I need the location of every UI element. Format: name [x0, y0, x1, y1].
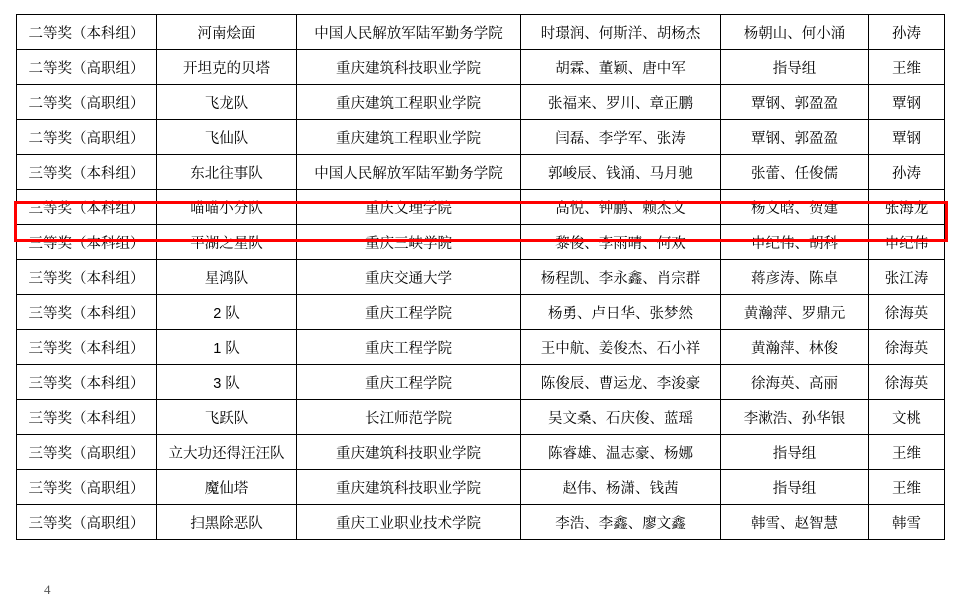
- table-cell-award: 二等奖（高职组）: [17, 50, 157, 85]
- table-row: [17, 190, 945, 225]
- table-row: [17, 50, 945, 85]
- table-cell-unit: 重庆交通大学: [297, 260, 521, 295]
- table-cell-team: 2 队: [157, 295, 297, 330]
- table-cell-award: 三等奖（本科组）: [17, 400, 157, 435]
- table-cell-award: 三等奖（高职组）: [17, 470, 157, 505]
- table-cell-advisors: 黄瀚萍、林俊: [721, 330, 869, 365]
- table-cell-advisors: 覃钢、郭盈盈: [721, 120, 869, 155]
- table-cell-leader: 韩雪: [869, 505, 945, 540]
- table-cell-members: 赵伟、杨潇、钱茜: [521, 470, 721, 505]
- table-cell-team: 飞跃队: [157, 400, 297, 435]
- table-cell-team: 喵喵小分队: [157, 190, 297, 225]
- table-cell-unit: 重庆工程学院: [297, 365, 521, 400]
- table-cell-members: 李浩、李鑫、廖文鑫: [521, 505, 721, 540]
- table-row: [17, 470, 945, 505]
- table-cell-team: 开坦克的贝塔: [157, 50, 297, 85]
- table-cell-award: 三等奖（高职组）: [17, 435, 157, 470]
- table-cell-unit: 重庆建筑科技职业学院: [297, 435, 521, 470]
- table-cell-team: 平湖之星队: [157, 225, 297, 260]
- table-cell-leader: 覃钢: [869, 120, 945, 155]
- table-cell-unit: 中国人民解放军陆军勤务学院: [297, 15, 521, 50]
- table-cell-advisors: 杨朝山、何小涌: [721, 15, 869, 50]
- table-cell-team: 魔仙塔: [157, 470, 297, 505]
- table-row: [17, 400, 945, 435]
- table-cell-members: 陈俊辰、曹运龙、李浚豪: [521, 365, 721, 400]
- table-cell-award: 二等奖（高职组）: [17, 120, 157, 155]
- table-cell-advisors: 申纪伟、胡科: [721, 225, 869, 260]
- table-cell-leader: 徐海英: [869, 330, 945, 365]
- table-row: [17, 505, 945, 540]
- table-cell-members: 张福来、罗川、章正鹏: [521, 85, 721, 120]
- table-cell-leader: 王维: [869, 435, 945, 470]
- table-cell-award: 三等奖（本科组）: [17, 365, 157, 400]
- table-cell-advisors: 指导组: [721, 50, 869, 85]
- table-cell-advisors: 蒋彦涛、陈卓: [721, 260, 869, 295]
- table-cell-leader: 徐海英: [869, 365, 945, 400]
- table-cell-award: 二等奖（高职组）: [17, 85, 157, 120]
- table-cell-unit: 中国人民解放军陆军勤务学院: [297, 155, 521, 190]
- table-cell-award: 二等奖（本科组）: [17, 15, 157, 50]
- table-row: [17, 15, 945, 50]
- table-row: [17, 155, 945, 190]
- table-cell-leader: 申纪伟: [869, 225, 945, 260]
- table-cell-members: 黎俊、李雨晴、何欢: [521, 225, 721, 260]
- table-cell-team: 扫黑除恶队: [157, 505, 297, 540]
- table-cell-leader: 孙涛: [869, 155, 945, 190]
- table-cell-advisors: 徐海英、高丽: [721, 365, 869, 400]
- table-cell-award: 三等奖（本科组）: [17, 190, 157, 225]
- table-cell-unit: 重庆建筑工程职业学院: [297, 120, 521, 155]
- table-row: [17, 365, 945, 400]
- table-row: [17, 120, 945, 155]
- table-cell-unit: 重庆工程学院: [297, 330, 521, 365]
- page-number: 4: [44, 582, 51, 597]
- table-cell-award: 三等奖（本科组）: [17, 295, 157, 330]
- table-cell-members: 胡霖、董颖、唐中军: [521, 50, 721, 85]
- table-cell-members: 高悦、钟鹏、赖杰文: [521, 190, 721, 225]
- table-cell-advisors: 杨文晗、贺建: [721, 190, 869, 225]
- table-cell-leader: 徐海英: [869, 295, 945, 330]
- table-cell-members: 郭峻辰、钱涌、马月驰: [521, 155, 721, 190]
- table-cell-award: 三等奖（本科组）: [17, 330, 157, 365]
- table-row: [17, 295, 945, 330]
- table-cell-award: 三等奖（高职组）: [17, 505, 157, 540]
- table-row: [17, 85, 945, 120]
- table-cell-team: 飞龙队: [157, 85, 297, 120]
- table-cell-leader: 王维: [869, 50, 945, 85]
- table-cell-unit: 重庆建筑工程职业学院: [297, 85, 521, 120]
- table-cell-unit: 重庆文理学院: [297, 190, 521, 225]
- table-cell-award: 三等奖（本科组）: [17, 155, 157, 190]
- document-page: [0, 14, 955, 601]
- table-cell-members: 杨勇、卢日华、张梦然: [521, 295, 721, 330]
- table-cell-advisors: 李漱浩、孙华银: [721, 400, 869, 435]
- table-cell-members: 时璟润、何斯洋、胡杨杰: [521, 15, 721, 50]
- table-cell-advisors: 张蕾、任俊儒: [721, 155, 869, 190]
- table-cell-leader: 文桃: [869, 400, 945, 435]
- table-cell-members: 吴文桑、石庆俊、蓝瑶: [521, 400, 721, 435]
- table-cell-advisors: 黄瀚萍、罗鼎元: [721, 295, 869, 330]
- table-cell-award: 三等奖（本科组）: [17, 260, 157, 295]
- table-cell-unit: 重庆工业职业技术学院: [297, 505, 521, 540]
- table-cell-members: 杨程凯、李永鑫、肖宗群: [521, 260, 721, 295]
- table-cell-members: 陈睿雄、温志豪、杨娜: [521, 435, 721, 470]
- table-cell-unit: 长江师范学院: [297, 400, 521, 435]
- table-cell-members: 闫磊、李学军、张涛: [521, 120, 721, 155]
- table-cell-unit: 重庆工程学院: [297, 295, 521, 330]
- table-cell-team: 星鸿队: [157, 260, 297, 295]
- table-cell-advisors: 指导组: [721, 435, 869, 470]
- table-cell-leader: 孙涛: [869, 15, 945, 50]
- table-body: [17, 15, 945, 540]
- table-row: [17, 260, 945, 295]
- table-cell-leader: 张海龙: [869, 190, 945, 225]
- table-cell-advisors: 覃钢、郭盈盈: [721, 85, 869, 120]
- table-cell-unit: 重庆三峡学院: [297, 225, 521, 260]
- table-row: [17, 330, 945, 365]
- table-cell-team: 立大功还得汪汪队: [157, 435, 297, 470]
- table-cell-advisors: 指导组: [721, 470, 869, 505]
- table-cell-team: 3 队: [157, 365, 297, 400]
- table-cell-team: 河南烩面: [157, 15, 297, 50]
- table-cell-leader: 覃钢: [869, 85, 945, 120]
- table-row: [17, 225, 945, 260]
- table-cell-leader: 王维: [869, 470, 945, 505]
- table-cell-members: 王中航、姜俊杰、石小祥: [521, 330, 721, 365]
- table-cell-leader: 张江涛: [869, 260, 945, 295]
- table-row: [17, 435, 945, 470]
- table-cell-advisors: 韩雪、赵智慧: [721, 505, 869, 540]
- award-results-table: [16, 14, 945, 540]
- table-cell-team: 飞仙队: [157, 120, 297, 155]
- table-cell-unit: 重庆建筑科技职业学院: [297, 470, 521, 505]
- table-cell-unit: 重庆建筑科技职业学院: [297, 50, 521, 85]
- table-cell-award: 三等奖（本科组）: [17, 225, 157, 260]
- table-cell-team: 东北往事队: [157, 155, 297, 190]
- table-cell-team: 1 队: [157, 330, 297, 365]
